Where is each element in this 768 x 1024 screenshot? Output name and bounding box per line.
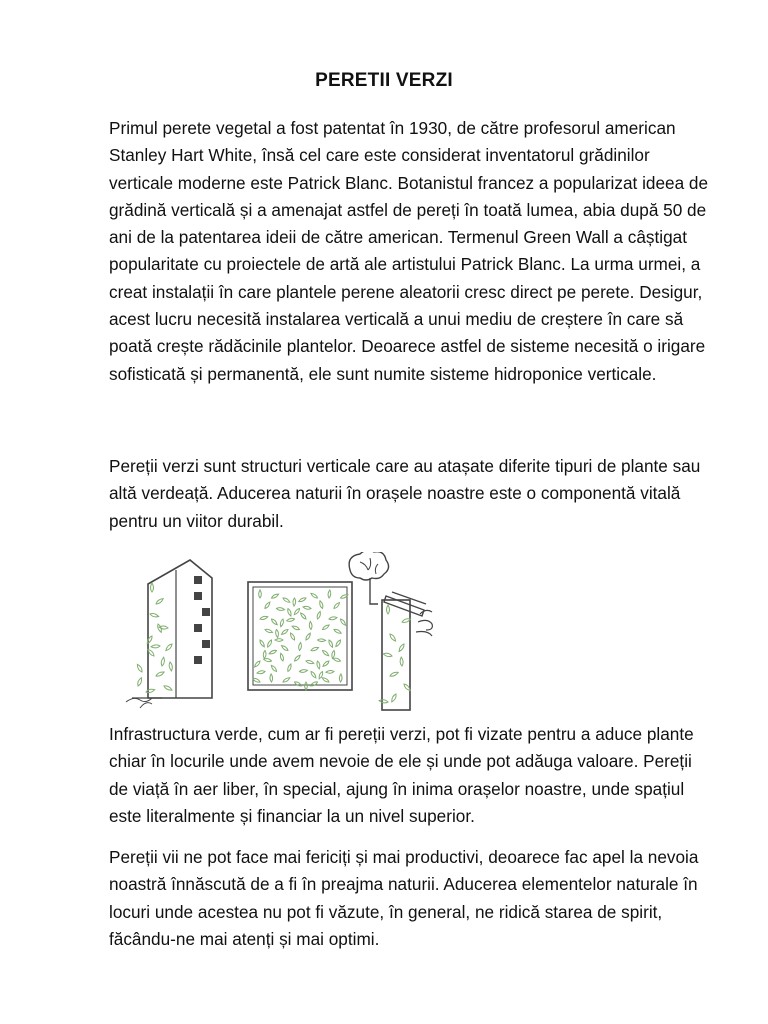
leaf-icon: [289, 632, 295, 640]
leaf-icon: [335, 639, 342, 647]
leaf-icon: [305, 632, 312, 640]
leaf-icon: [281, 645, 289, 652]
leaf-icon: [306, 660, 315, 665]
paragraph-definition: Pereții verzi sunt structuri verticale care au atașate diferite tipuri de plante sau altă verdeață. Aducerea naturii în orașele noastre este o componentă vitală pentru un viitor durabil.: [109, 456, 701, 531]
leaf-icon: [264, 601, 271, 609]
leaf-icon: [293, 598, 296, 606]
leaf-icon: [275, 639, 283, 642]
leaf-icon: [287, 608, 292, 617]
leaf-icon: [329, 616, 337, 620]
leaf-icon: [151, 645, 160, 649]
leaf-icon: [169, 662, 174, 671]
leaf-icon: [263, 658, 271, 662]
leaf-icon: [298, 597, 306, 603]
leaf-icon: [282, 597, 290, 604]
leaf-icon: [322, 660, 330, 667]
leaf-icon: [383, 652, 392, 657]
leaf-icon: [321, 677, 329, 684]
leaf-icon: [276, 607, 284, 611]
leaf-icon: [328, 639, 334, 647]
leaf-icon: [322, 624, 330, 631]
leaf-icon: [300, 612, 307, 620]
leaf-icon: [265, 628, 274, 633]
leaf-icon: [260, 615, 269, 620]
leaf-icon: [155, 597, 164, 605]
green-wall-illustration-svg: [112, 552, 452, 712]
leaf-icon: [333, 628, 341, 634]
leaf-icon: [310, 681, 318, 687]
leaf-icon: [311, 646, 320, 651]
leaf-icon: [286, 618, 294, 622]
leaf-icon: [270, 674, 273, 682]
leaf-icon: [379, 699, 388, 703]
leaf-icon: [279, 653, 284, 662]
green-wall-panel-icon: [248, 582, 352, 690]
leaf-icon: [298, 642, 302, 650]
leaf-icon: [322, 649, 330, 656]
leaf-icon: [332, 657, 341, 662]
leaf-icon: [328, 590, 332, 598]
leaf-icon: [331, 650, 335, 658]
leaf-icon: [387, 605, 390, 614]
leaf-icon: [271, 618, 279, 626]
leaf-icon: [146, 688, 155, 693]
leaf-icon: [303, 606, 311, 610]
leaf-icon: [281, 628, 289, 635]
leaf-icon: [326, 670, 334, 673]
leaf-icon: [150, 613, 159, 618]
paragraph-benefits: Pereții vii ne pot face mai fericiți și mai productivi, deoarece fac apel la nevoia noastră înnăscută de a fi în preajma naturii. Aducerea elementelor naturale în locuri unde acestea nu pot fi văzute, în general, ne ridică starea de spirit, făcându-ne mai atenți și mai optimi.: [109, 847, 699, 949]
leaf-icon: [310, 671, 317, 679]
leaf-icon: [259, 639, 266, 647]
paragraph-infrastructure: Infrastructura verde, cum ar fi pereții verzi, pot fi vizate pentru a aduce plante chiar în locurile unde avem nevoie de ele și unde pot adăuga valoare. Pereții de viață în aer liber, în special, ajung în inima orașelor noastre, unde spațiul este literalmente și financiar la un nivel superior.: [109, 724, 694, 826]
leaf-icon: [163, 685, 172, 692]
leaf-icon: [266, 639, 272, 647]
leaf-icon: [165, 643, 173, 652]
page-title: PERETII VERZI: [315, 70, 453, 91]
leaf-icon: [263, 650, 266, 658]
leaf-icon: [136, 664, 143, 673]
leaf-icon: [270, 664, 277, 672]
leaf-icon: [269, 649, 277, 655]
leaf-icon: [309, 621, 312, 629]
leaf-icon: [292, 625, 300, 631]
leaf-icon: [271, 593, 279, 599]
leaf-icon: [339, 674, 342, 682]
leaf-icon: [282, 677, 290, 684]
leaf-icon: [275, 629, 279, 637]
leaf-icon: [316, 611, 321, 620]
leaf-icon: [294, 681, 302, 687]
leaf-icon: [389, 633, 397, 642]
leaf-icon: [279, 619, 284, 628]
leaf-icon: [257, 670, 265, 674]
leaf-icon: [398, 643, 405, 652]
leaf-icon: [294, 654, 302, 662]
leaf-icon: [339, 618, 346, 626]
leaf-icon: [319, 600, 324, 609]
leaf-icon: [259, 590, 262, 598]
brain-irrigation-wall-icon: [349, 552, 432, 710]
leaf-icon: [305, 682, 308, 690]
leaf-icon: [159, 626, 168, 630]
leaf-icon: [400, 657, 404, 666]
leaf-icon: [287, 663, 292, 672]
leaf-icon: [333, 602, 340, 610]
leaf-icon: [146, 635, 153, 644]
leaf-icon: [254, 660, 261, 668]
leaf-icon: [151, 583, 154, 592]
leaf-icon: [299, 669, 307, 673]
leaf-icon: [390, 693, 397, 702]
leaf-icon: [161, 657, 166, 666]
paragraph-history: Primul perete vegetal a fost patentat în 1930, de către profesorul american Stanley Hart White, însă cel care este considerat inventatorul grădinilor verticale moderne este Patrick Blanc. Botanistul francez a popularizat ideea de grădină verticală și a amenajat astfel de pereți în toată lumea, abia după 50 de ani de la patentarea ideii de către american. Termenul Green Wall a câștigat popularitate cu proiectele de artă ale artistului Patrick Blanc. La urma urmei, a creat instalații în care plantele perene aleatorii cresc direct pe perete. Desigur, acest lucru necesită instalarea verticală a unui mediu de creștere în care să poată crește rădăcinile plantelor. Deoarece astfel de sisteme necesită o irigare sofisticată și permanentă, ele sunt numite sisteme hidroponice verticale.: [109, 118, 709, 384]
leaf-icon: [155, 671, 164, 678]
leaf-icon: [389, 671, 398, 677]
building-with-vines-icon: [126, 560, 212, 708]
leaf-icon: [316, 661, 320, 669]
leaf-icon: [310, 592, 318, 599]
leaf-icon: [137, 677, 143, 686]
green-wall-illustration: [112, 552, 452, 712]
leaf-icon: [317, 639, 325, 642]
leaf-icon: [293, 608, 300, 616]
